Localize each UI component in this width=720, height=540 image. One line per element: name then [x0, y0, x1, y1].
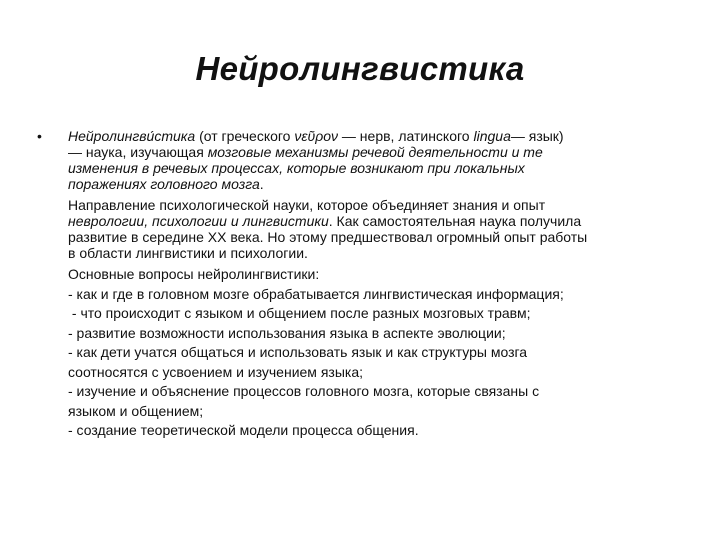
questions-list [68, 285, 690, 441]
definition-text: изменения в речевых процессах, которые возникают при локальных [68, 160, 525, 176]
direction-paragraph [68, 197, 690, 261]
slide-title: Нейролингвистика [195, 50, 525, 87]
definition-line [68, 160, 690, 176]
definition-text: Нейролингви́стика [68, 128, 196, 144]
definition-text: νεῦρον [294, 128, 339, 144]
definition-text: — наука, изучающая [68, 144, 208, 160]
question-item: - развитие возможности использования языка в аспекте эволюции; [68, 324, 506, 341]
definition-text: (от греческого [195, 128, 295, 144]
question-item: - изучение и объяснение процессов головного мозга, которые связаны с [68, 383, 540, 399]
direction-text: в области лингвистики и психологии. [68, 245, 308, 261]
question-item: - как дети учатся общаться и использовать язык и как структуры мозга [68, 344, 528, 360]
question-item: - как и где в головном мозге обрабатывается лингвистическая информация; [68, 285, 564, 302]
definition-text: . [259, 176, 264, 192]
direction-line [68, 229, 690, 245]
question-item: языком и общением; [68, 402, 204, 419]
definition-text: — язык) [510, 128, 564, 144]
direction-line [68, 245, 690, 261]
definition-line [68, 176, 690, 192]
slide-body [68, 128, 690, 441]
bullet-icon: • [37, 128, 42, 144]
questions-heading: Основные вопросы нейролингвистики: [68, 266, 320, 282]
definition-line [68, 144, 690, 160]
definition-text: мозговые механизмы речевой деятельности и те [207, 144, 543, 160]
definition-paragraph [68, 128, 690, 192]
question-item: соотносятся с усвоением и изучением языка; [68, 363, 363, 380]
question-item: - что происходит с языком и общением после разных мозговых травм; [68, 305, 531, 321]
definition-text: — нерв, латинского [338, 128, 474, 144]
definition-line [68, 128, 690, 144]
direction-text: неврологии, психологии и лингвистики [68, 213, 329, 229]
direction-line [68, 197, 690, 213]
direction-text: развитие в середине XX века. Но этому предшествовал огромный опыт работы [68, 229, 588, 245]
definition-text: поражениях головного мозга [68, 176, 260, 192]
direction-text: Направление психологической науки, которое объединяет знания и опыт [68, 197, 546, 213]
direction-line [68, 213, 690, 229]
question-item: - создание теоретической модели процесса общения. [68, 422, 419, 438]
direction-text: . Как самостоятельная наука получила [328, 213, 582, 229]
definition-text: lingua [473, 128, 511, 144]
